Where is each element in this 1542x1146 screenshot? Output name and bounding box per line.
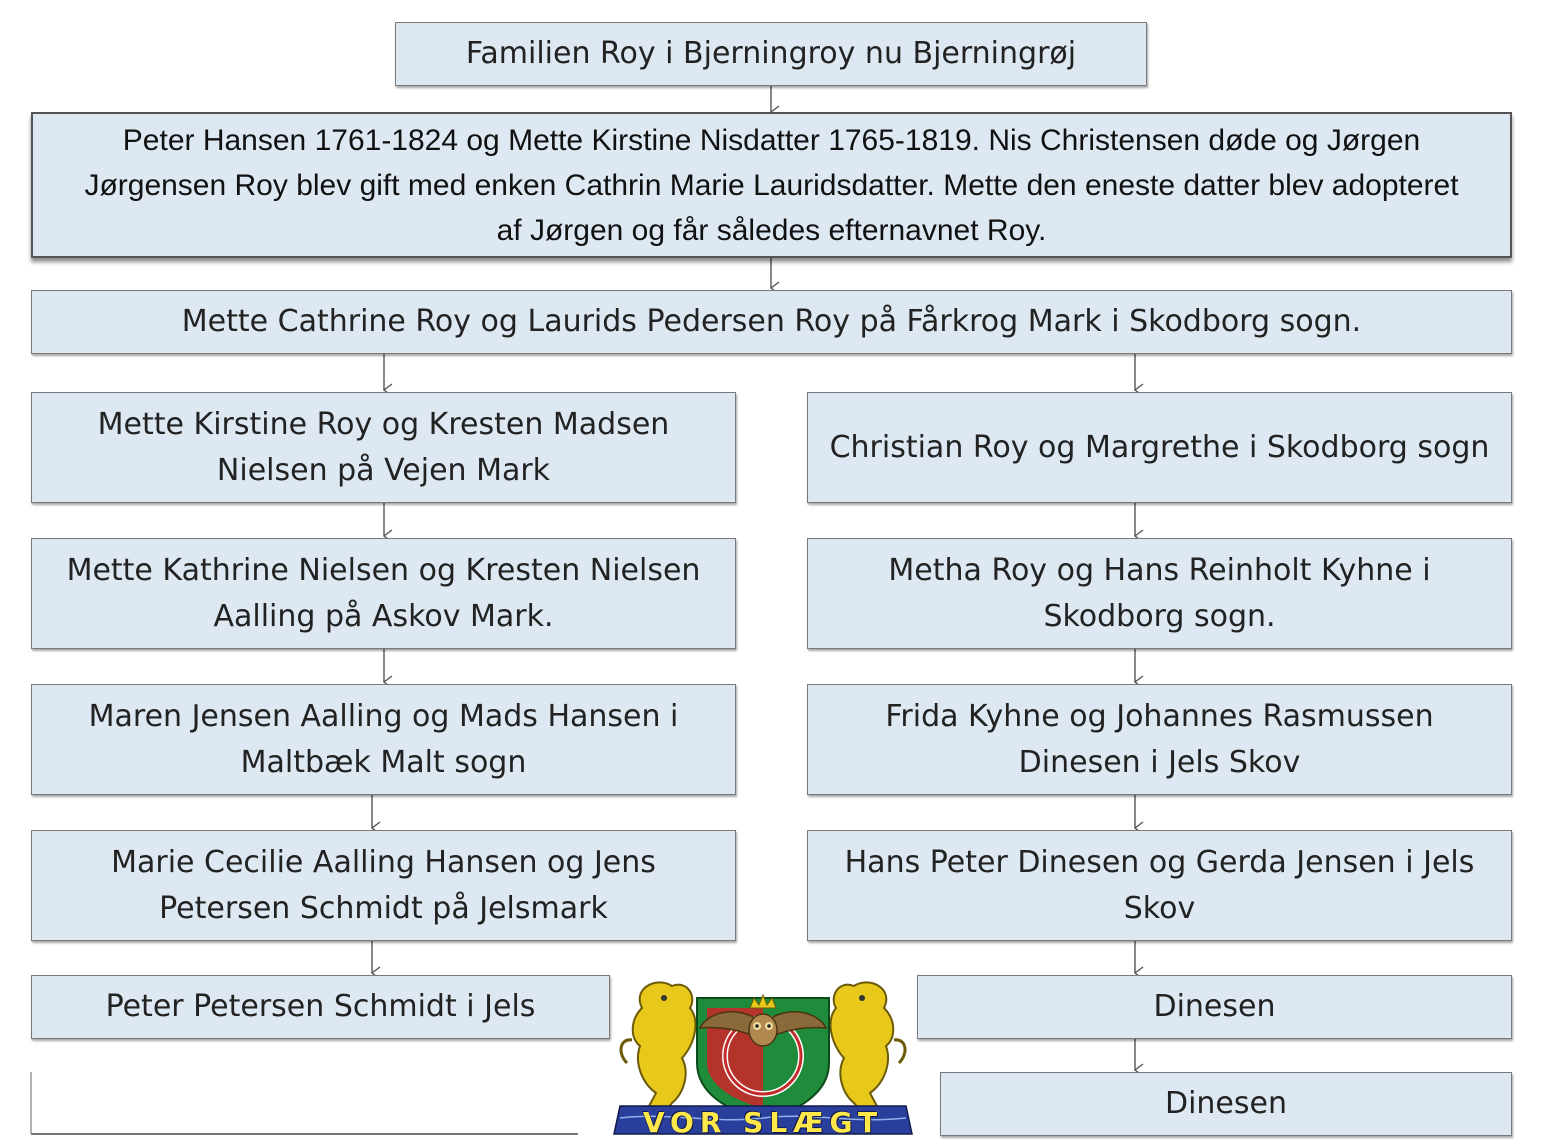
right-lion-icon xyxy=(831,982,906,1118)
title-text: Familien Roy i Bjerningroy nu Bjerningrøj xyxy=(465,36,1077,71)
right-gen-1-text: Christian Roy og Margrethe i Skodborg sogn xyxy=(829,429,1490,465)
title-box xyxy=(395,22,1147,86)
left-gen-4-text: Marie Cecilie Aalling Hansen og Jens Petersen Schmidt på Jelsmark xyxy=(111,844,656,926)
left-gen-1-text: Mette Kirstine Roy og Kresten Madsen Nielsen på Vejen Mark xyxy=(97,406,670,488)
right-gen-3 xyxy=(807,684,1512,795)
right-gen-1 xyxy=(807,392,1512,503)
root-couple-box xyxy=(31,290,1512,354)
root-couple-text: Mette Cathrine Roy og Laurids Pedersen Roy på Fårkrog Mark i Skodborg sogn. xyxy=(181,304,1362,339)
right-gen-4 xyxy=(807,830,1512,941)
right-gen-2 xyxy=(807,538,1512,649)
left-gen-2 xyxy=(31,538,736,649)
left-lion-icon xyxy=(621,982,696,1118)
right-gen-4-text: Hans Peter Dinesen og Gerda Jensen i Jels Skov xyxy=(844,844,1475,926)
intro-box xyxy=(31,112,1512,258)
intro-text: Peter Hansen 1761-1824 og Mette Kirstine Nisdatter 1765-1819. Nis Christensen døde og Jørgen Jørgensen Roy blev gift med enken Cathrin Marie Lauridsdatter. Mette den eneste datter blev adopteret af Jørgen og får således efternavnet Roy. xyxy=(84,123,1459,247)
right-gen-6 xyxy=(940,1072,1512,1136)
right-gen-6-text: Dinesen xyxy=(1164,1086,1287,1121)
right-gen-5 xyxy=(917,975,1512,1039)
left-gen-5-text: Peter Petersen Schmidt i Jels xyxy=(105,989,536,1024)
right-gen-5-text: Dinesen xyxy=(1153,989,1276,1024)
right-gen-2-text: Metha Roy og Hans Reinholt Kyhne i Skodborg sogn. xyxy=(888,552,1431,634)
owl-icon xyxy=(749,1014,777,1046)
left-gen-4 xyxy=(31,830,736,941)
left-gen-5 xyxy=(31,975,610,1039)
left-gen-3 xyxy=(31,684,736,795)
left-gen-2-text: Mette Kathrine Nielsen og Kresten Nielsen Aalling på Askov Mark. xyxy=(66,552,701,634)
logo-banner-text: VOR SLÆGT xyxy=(642,1106,884,1139)
right-gen-3-text: Frida Kyhne og Johannes Rasmussen Dinesen i Jels Skov xyxy=(885,698,1434,780)
crown-icon xyxy=(750,995,776,1008)
left-gen-1 xyxy=(31,392,736,503)
left-gen-3-text: Maren Jensen Aalling og Mads Hansen i Maltbæk Malt sogn xyxy=(88,698,679,780)
